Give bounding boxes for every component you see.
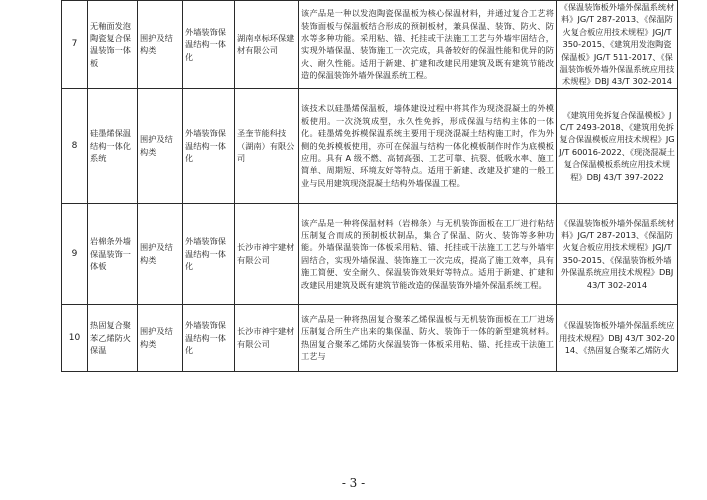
- applicable-standards: 《保温装饰板外墙外保温系统材料》JG/T 287-2013、《保温防火复合板应用技术规程》JGJ/T 350-2015、《建筑用发泡陶瓷保温板》JG/T 511-2017、《保温装饰板外墙外保温系统应用技术规程》DBJ 43/T 302-2014: [557, 1, 678, 89]
- row-number: 8: [62, 88, 88, 203]
- manufacturer: 长沙市神宇建材有限公司: [235, 203, 299, 304]
- manufacturer: 圣奎节能科技（湖南）有限公司: [235, 88, 299, 203]
- applicable-standards: 《保温装饰板外墙外保温系统材料》JG/T 287-2013、《保温防火复合板应用技术规程》JGJ/T 350-2015、《保温装饰板外墙外保温系统应用技术规程》DBJ 43/T 302-2014: [557, 203, 678, 304]
- manufacturer: 长沙市神宇建材有限公司: [235, 304, 299, 371]
- table-row: [62, 88, 678, 203]
- application-type: 外墙装饰保温结构一体化: [183, 1, 235, 89]
- product-name: 热固复合聚苯乙烯防火保温: [88, 304, 138, 371]
- product-name: 岩棉条外墙保温装饰一体板: [88, 203, 138, 304]
- product-category: 围护及结构类: [138, 304, 183, 371]
- product-table: [61, 0, 678, 372]
- table-row: [62, 203, 678, 304]
- product-description: 该产品是一种将保温材料（岩棉条）与无机装饰面板在工厂进行粘结压制复合而成的预制板状制品，集合了保温、防火、装饰等多种功能。外墙保温装饰一体板采用粘、锚、托挂或干法施工工艺与外墙牢固结合，实现外墙保温、装饰施工一次完成，提高了施工效率，具有施工简便、安全耐久、保温装饰效果好等特点。适用于新建、扩建和改建民用建筑及既有建筑节能改造的保温装饰外墙外保温系统工程。: [299, 203, 557, 304]
- product-category: 围护及结构类: [138, 1, 183, 89]
- product-description: 该产品是一种以发泡陶瓷保温板为核心保温材料，并通过复合工艺将装饰面板与保温板结合形成的预制板材，兼具保温、装饰、防火、防水等多种功能。采用粘、锚、托挂或干法施工工艺与外墙牢固结合，实现外墙保温、装饰施工一次完成，具备较好的保温性能和优异的防火、耐久性能。适用于新建、扩建和改建民用建筑及既有建筑节能改造的保温装饰外墙外保温系统工程。: [299, 1, 557, 89]
- product-category: 围护及结构类: [138, 203, 183, 304]
- row-number: 10: [62, 304, 88, 371]
- product-description: 该技术以硅墨烯保温板，墙体建设过程中将其作为现浇混凝土的外模板使用。一次浇筑成型，永久性免拆，形成保温与结构主体的一体化。硅墨烯免拆模保温系统主要用于现浇混凝土结构施工时，作为外侧的免拆模板使用，亦可在保温与结构一体化模板制作时作为底模板应用。具有 A 级不燃、高韧高强、工艺可靠、抗裂、低吸水率、施工简单、周期短、环境友好等特点。适用于新建、改建及扩建的一般工业与民用建筑现浇混凝土结构外墙保温工程。: [299, 88, 557, 203]
- table-row: [62, 1, 678, 89]
- row-number: 9: [62, 203, 88, 304]
- application-type: 外墙装饰保温结构一体化: [183, 88, 235, 203]
- product-name: 硅墨烯保温结构一体化系统: [88, 88, 138, 203]
- manufacturer: 湖南卓标环保建材有限公司: [235, 1, 299, 89]
- applicable-standards: 《建筑用免拆复合保温模板》JC/T 2493-2018、《建筑用免拆复合保温模板应用技术规程》JGJ/T 60016-2022、《现浇混凝土复合保温模板系统应用技术规程》DBJ 43/T 397-2022: [557, 88, 678, 203]
- application-type: 外墙装饰保温结构一体化: [183, 304, 235, 371]
- page-number: - 3 -: [341, 476, 366, 490]
- product-name: 无釉面发泡陶瓷复合保温装饰一体板: [88, 1, 138, 89]
- table-row: [62, 304, 678, 371]
- applicable-standards: 《保温装饰板外墙外保温系统应用技术规程》DBJ 43/T 302-2014、《热固复合聚苯乙烯防火: [557, 304, 678, 371]
- row-number: 7: [62, 1, 88, 89]
- application-type: 外墙装饰保温结构一体化: [183, 203, 235, 304]
- product-description: 该产品是一种将热固复合聚苯乙烯保温板与无机装饰面板在工厂进场压制复合所生产出来的集保温、防火、装饰于一体的新型建筑材料。热固复合聚苯乙烯防火保温装饰一体板采用粘、锚、托挂或干法施工工艺与: [299, 304, 557, 371]
- product-category: 围护及结构类: [138, 88, 183, 203]
